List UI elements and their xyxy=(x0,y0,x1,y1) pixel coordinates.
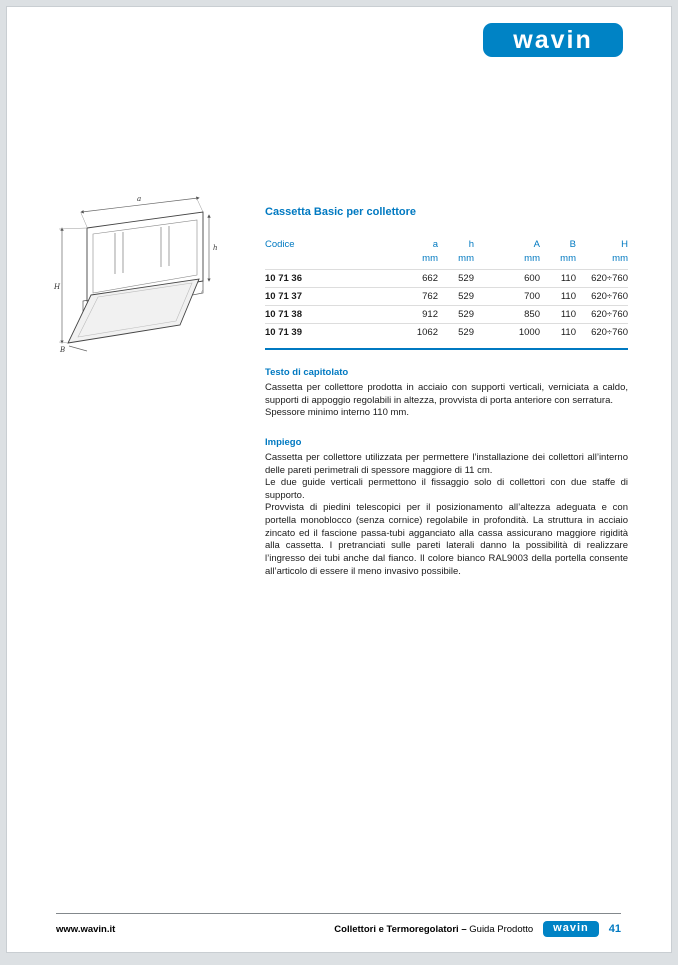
footer-doc-title-bold: Collettori e Termoregolatori – xyxy=(334,923,467,935)
extension-line xyxy=(81,213,87,227)
value-A: 600 xyxy=(524,273,540,284)
paragraph: Le due guide verticali permettono il fissaggio solo di collettori con due staffe di supporto. xyxy=(265,477,628,501)
technical-drawing xyxy=(53,194,225,354)
paragraph: Spessore minimo interno 110 mm. xyxy=(265,407,409,419)
value-A: 1000 xyxy=(518,327,540,338)
section-impiego xyxy=(265,437,628,578)
page-title: Cassetta Basic per collettore xyxy=(265,206,417,218)
paragraph: Cassetta per collettore utilizzata per permettere l’installazione dei collettori all’interno delle pareti perimetrali di spessore maggiore di 11 cm. xyxy=(265,451,628,476)
footer-doc-title xyxy=(334,924,533,935)
column-header-H: H xyxy=(621,239,628,250)
main-column xyxy=(265,206,628,578)
footer-url-link[interactable]: www.wavin.it xyxy=(56,923,116,935)
wavin-logo-small: wavin xyxy=(543,921,599,937)
dimension-label-a: a xyxy=(137,195,142,203)
section-testo-di-capitolato xyxy=(265,367,628,420)
product-code: 10 71 37 xyxy=(265,291,302,302)
product-table xyxy=(265,236,628,341)
dimension-line-B xyxy=(69,346,87,351)
table-units-row xyxy=(265,253,628,270)
value-a: 762 xyxy=(422,291,438,302)
footer-right xyxy=(334,921,621,937)
wavin-logo-text: wavin xyxy=(513,25,593,54)
column-header-B: B xyxy=(569,239,576,250)
value-h: 529 xyxy=(458,327,474,338)
table-row xyxy=(265,306,628,324)
value-a: 912 xyxy=(422,309,438,320)
value-B: 110 xyxy=(560,291,576,302)
table-row xyxy=(265,324,628,342)
value-h: 529 xyxy=(458,291,474,302)
value-B: 110 xyxy=(560,273,576,284)
section-heading: Testo di capitolato xyxy=(265,367,349,378)
catalog-page xyxy=(6,6,672,953)
value-A: 700 xyxy=(524,291,540,302)
value-H: 620÷760 xyxy=(591,327,628,338)
value-H: 620÷760 xyxy=(591,309,628,320)
value-a: 1062 xyxy=(416,327,438,338)
unit-label: mm xyxy=(458,253,474,264)
page-footer xyxy=(56,913,621,937)
dimension-label-H: H xyxy=(54,283,61,291)
extension-line xyxy=(59,342,68,343)
cassette-drawing xyxy=(53,194,225,354)
product-code: 10 71 36 xyxy=(265,273,302,284)
product-code: 10 71 39 xyxy=(265,327,302,338)
value-h: 529 xyxy=(458,309,474,320)
table-row xyxy=(265,270,628,288)
unit-label: mm xyxy=(524,253,540,264)
value-h: 529 xyxy=(458,273,474,284)
units-empty xyxy=(265,253,398,270)
page-number: 41 xyxy=(608,923,621,935)
table-row xyxy=(265,288,628,306)
dimension-label-h: h xyxy=(213,244,218,252)
column-header-codice: Codice xyxy=(265,239,295,250)
value-H: 620÷760 xyxy=(591,291,628,302)
dimension-label-B: B xyxy=(60,346,66,354)
extension-line xyxy=(59,228,87,229)
footer-doc-title-regular: Guida Prodotto xyxy=(469,923,534,935)
paragraph: Cassetta per collettore prodotta in acciaio con supporti verticali, verniciata a caldo, supporti di appoggio regolabili in altezza, provvista di porta anteriore con serratura. xyxy=(265,382,628,406)
section-divider xyxy=(265,348,628,350)
value-A: 850 xyxy=(524,309,540,320)
product-code: 10 71 38 xyxy=(265,309,302,320)
value-a: 662 xyxy=(422,273,438,284)
wavin-logo xyxy=(483,23,623,57)
column-header-a: a xyxy=(432,239,438,250)
column-header-A: A xyxy=(533,239,540,250)
extension-line xyxy=(197,199,203,212)
value-B: 110 xyxy=(560,327,576,338)
unit-label: mm xyxy=(560,253,576,264)
unit-label: mm xyxy=(422,253,438,264)
paragraph: Provvista di piedini telescopici per il posizionamento all’altezza adeguata e con portella monoblocco (senza cornice) regolabile in profondità. La struttura in acciaio zincato ed il fascione passa-tubi agganciato alla cassa assicurano maggiore rigidità alla cassetta. I pretranciati sulle pareti laterali danno la possibilità di realizzare l’ingresso dei tubi anche dal fianco. Il colore bianco RAL9003 della portella consente all’articolo di essere il meno invasivo possibile. xyxy=(265,502,628,577)
section-heading: Impiego xyxy=(265,436,302,448)
value-B: 110 xyxy=(560,309,576,320)
value-H: 620÷760 xyxy=(591,273,628,284)
unit-label: mm xyxy=(612,253,628,264)
column-header-h: h xyxy=(468,239,474,250)
table-header-row xyxy=(265,236,628,253)
